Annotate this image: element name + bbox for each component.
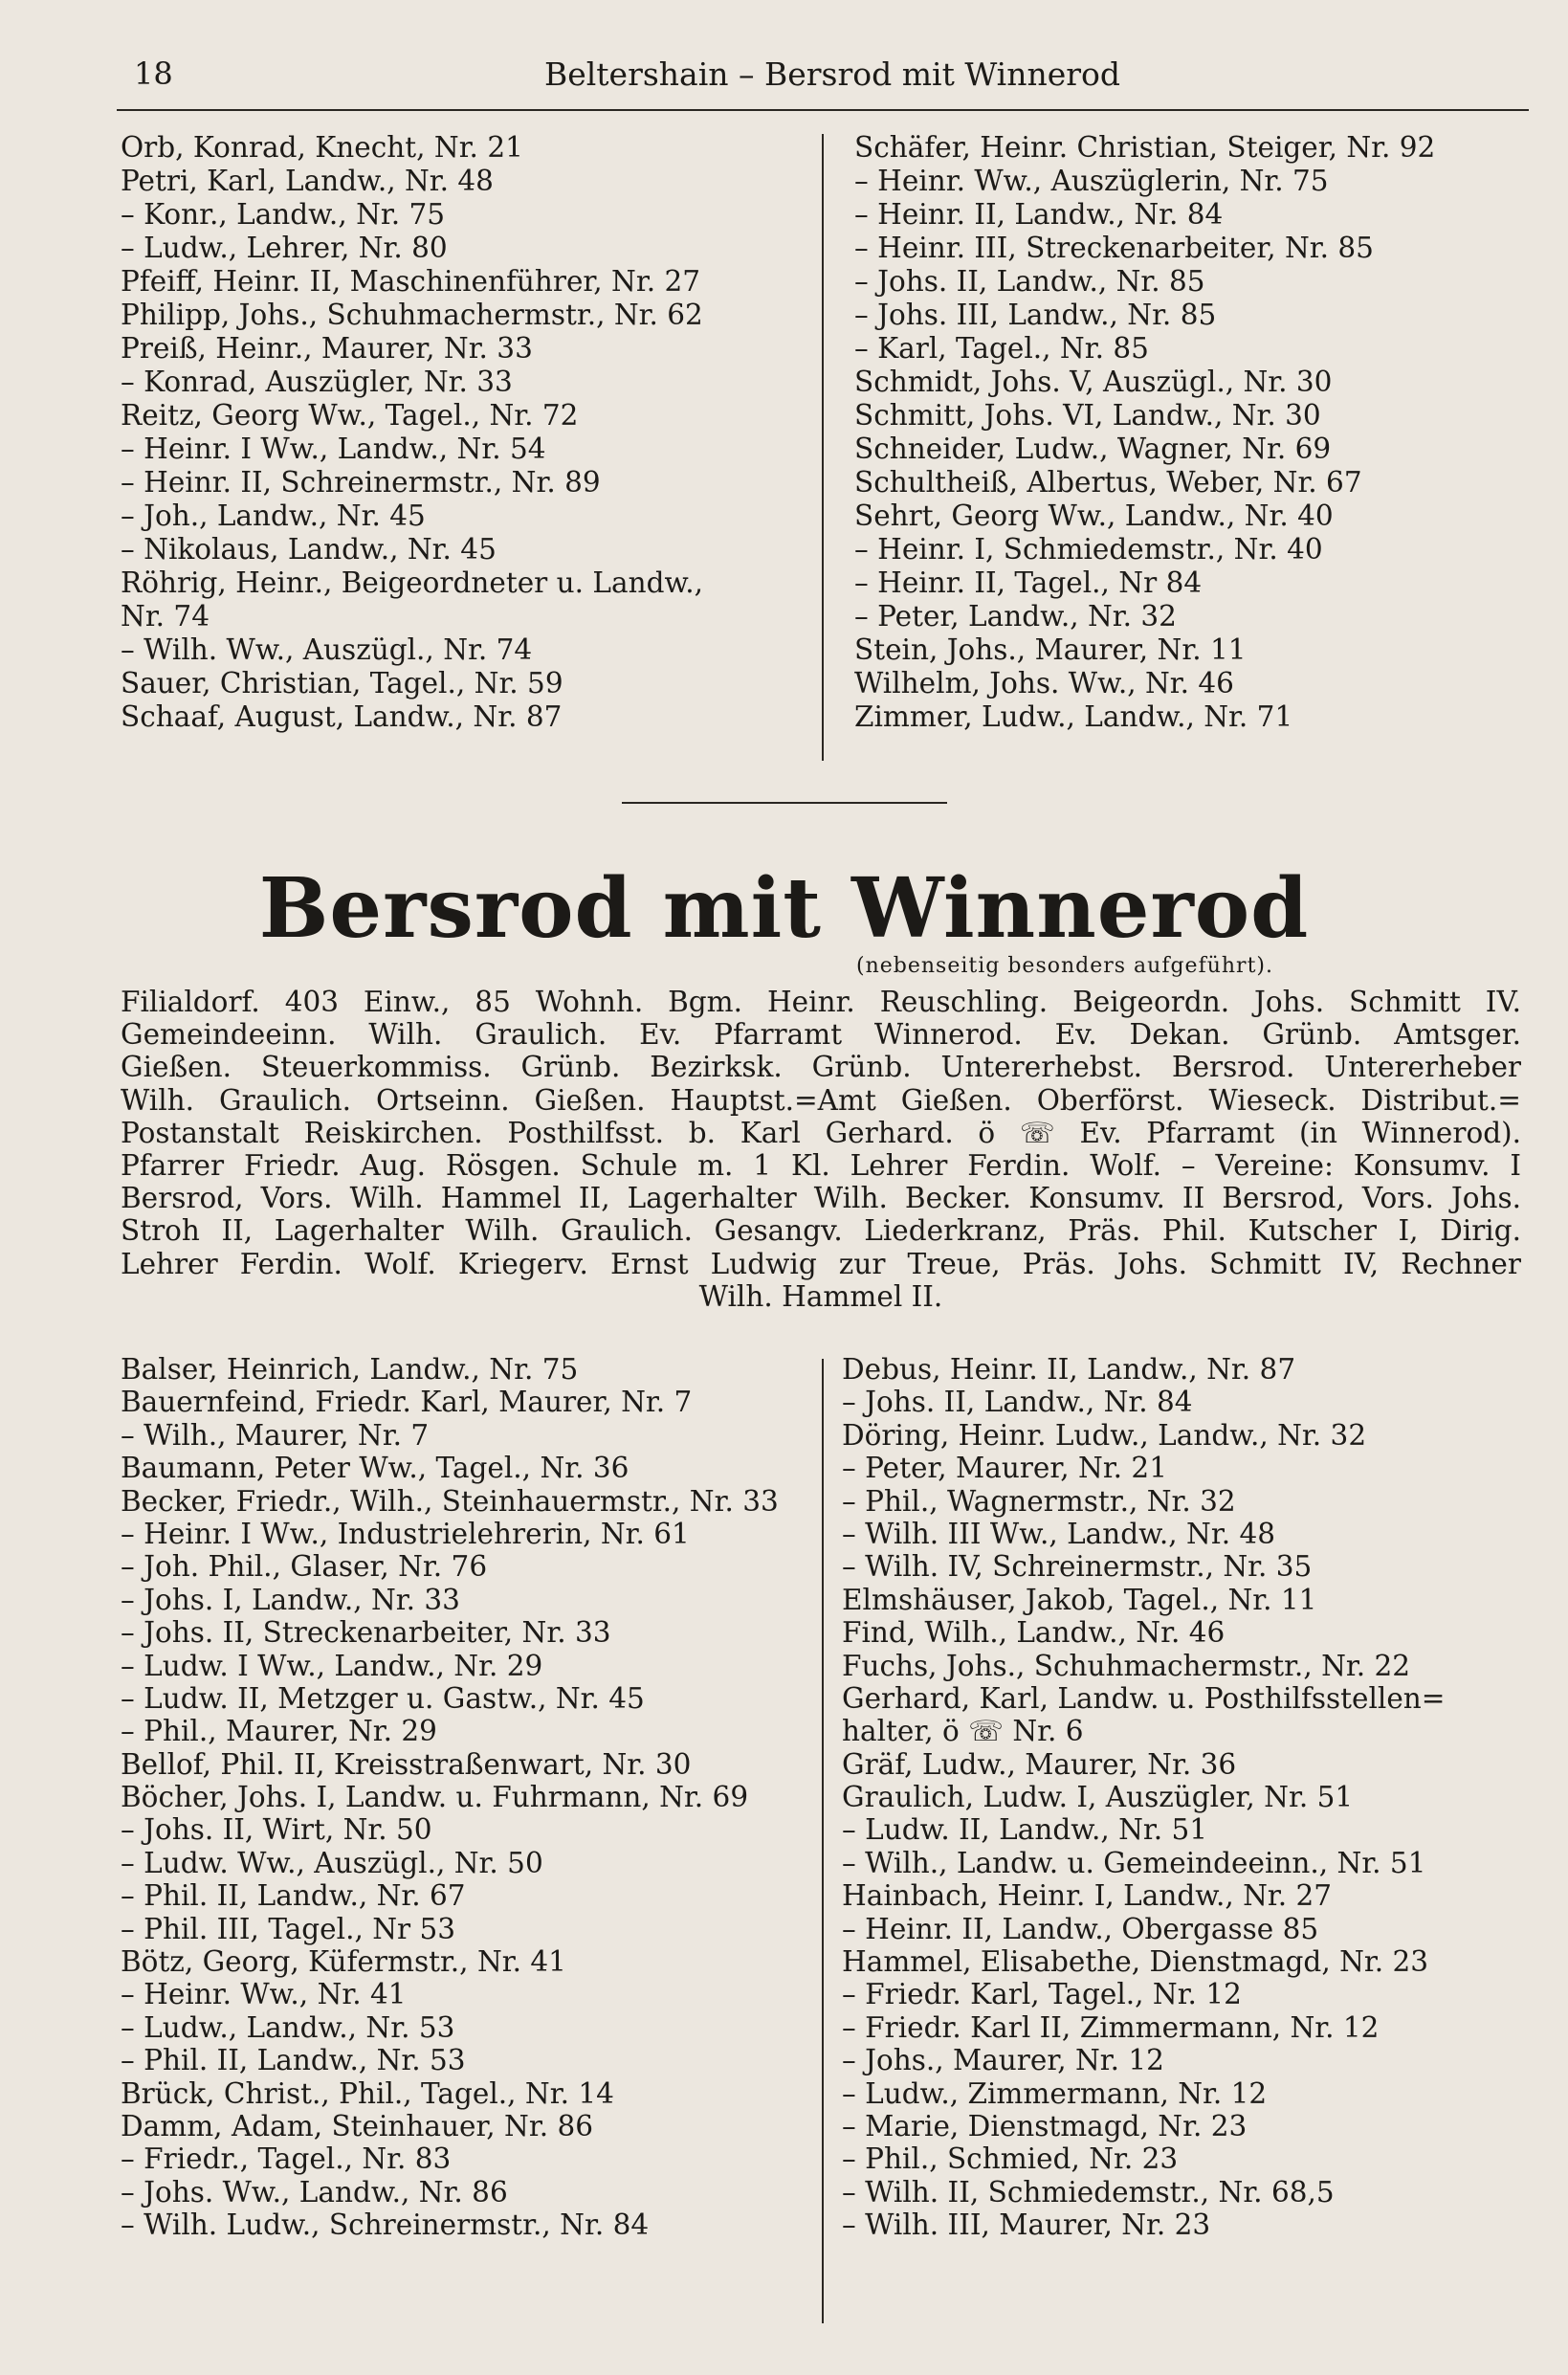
resident-entry: – Phil., Wagnermstr., Nr. 32 xyxy=(842,1484,1236,1518)
resident-entry: – Joh., Landw., Nr. 45 xyxy=(121,499,426,532)
resident-entry: Sauer, Christian, Tagel., Nr. 59 xyxy=(121,667,563,699)
resident-entry: – Karl, Tagel., Nr. 85 xyxy=(854,332,1149,365)
resident-entry: Schultheiß, Albertus, Weber, Nr. 67 xyxy=(854,466,1362,499)
resident-entry: Baumann, Peter Ww., Tagel., Nr. 36 xyxy=(121,1452,629,1485)
resident-entry: Debus, Heinr. II, Landw., Nr. 87 xyxy=(842,1353,1296,1386)
resident-entry: – Friedr., Tagel., Nr. 83 xyxy=(121,2142,452,2176)
resident-entry: – Ludw., Landw., Nr. 53 xyxy=(121,2010,455,2044)
resident-entry: – Ludw. Ww., Auszügl., Nr. 50 xyxy=(121,1846,543,1879)
resident-entry: Röhrig, Heinr., Beigeordneter u. Landw., xyxy=(121,566,703,599)
resident-entry: Hammel, Elisabethe, Dienstmagd, Nr. 23 xyxy=(842,1945,1429,1979)
resident-entry: – Heinr. II, Schreinermstr., Nr. 89 xyxy=(121,466,601,499)
resident-entry: – Konrad, Auszügler, Nr. 33 xyxy=(121,366,513,398)
resident-entry: Böcher, Johs. I, Landw. u. Fuhrmann, Nr. 69 xyxy=(121,1781,749,1814)
beltershain-left-column xyxy=(121,131,809,734)
resident-entry: Schäfer, Heinr. Christian, Steiger, Nr. 92 xyxy=(854,131,1436,164)
resident-entry: Wilhelm, Johs. Ww., Nr. 46 xyxy=(854,667,1234,699)
section-separator xyxy=(622,802,947,804)
resident-entry: – Heinr. II, Landw., Nr. 84 xyxy=(854,198,1224,231)
resident-entry: – Johs. I, Landw., Nr. 33 xyxy=(121,1583,460,1616)
resident-entry: – Johs. II, Landw., Nr. 85 xyxy=(854,265,1205,298)
resident-entry: – Heinr. I Ww., Industrielehrerin, Nr. 61 xyxy=(121,1517,690,1550)
intro-line: Lehrer Ferdin. Wolf. Kriegerv. Ernst Ludwig zur Treue, Präs. Johs. Schmitt IV, Rechner xyxy=(121,1247,1521,1280)
resident-entry: – Wilh. III Ww., Landw., Nr. 48 xyxy=(842,1517,1276,1550)
intro-line: Bersrod, Vors. Wilh. Hammel II, Lagerhalter Wilh. Becker. Konsumv. II Bersrod, Vors. Johs. xyxy=(121,1182,1521,1215)
resident-entry: – Ludw. I Ww., Landw., Nr. 29 xyxy=(121,1649,543,1682)
beltershain-right-column xyxy=(854,131,1543,734)
intro-line: Wilh. Graulich. Ortseinn. Gießen. Hauptst.=Amt Gießen. Oberförst. Wieseck. Distribut.= xyxy=(121,1083,1521,1117)
resident-entry: Find, Wilh., Landw., Nr. 46 xyxy=(842,1616,1226,1650)
resident-entry: – Wilh. III, Maurer, Nr. 23 xyxy=(842,2209,1211,2242)
resident-entry: – Ludw. II, Metzger u. Gastw., Nr. 45 xyxy=(121,1681,645,1715)
resident-entry: – Phil. II, Landw., Nr. 67 xyxy=(121,1879,466,1913)
resident-entry: halter, ö ☏ Nr. 6 xyxy=(842,1715,1084,1748)
intro-line: Gießen. Steuerkommiss. Grünb. Bezirksk. Grünb. Untererhebst. Bersrod. Untererheber xyxy=(121,1051,1521,1084)
bersrod-right-column xyxy=(842,1353,1540,2242)
resident-entry: Gräf, Ludw., Maurer, Nr. 36 xyxy=(842,1747,1237,1781)
resident-entry: – Phil., Schmied, Nr. 23 xyxy=(842,2142,1179,2176)
resident-entry: Schmitt, Johs. VI, Landw., Nr. 30 xyxy=(854,399,1321,432)
resident-entry: – Heinr. Ww., Auszüglerin, Nr. 75 xyxy=(854,165,1329,197)
resident-entry: Preiß, Heinr., Maurer, Nr. 33 xyxy=(121,332,533,365)
resident-entry: Schmidt, Johs. V, Auszügl., Nr. 30 xyxy=(854,366,1333,398)
resident-entry: – Johs. II, Streckenarbeiter, Nr. 33 xyxy=(121,1616,611,1650)
resident-entry: – Joh. Phil., Glaser, Nr. 76 xyxy=(121,1550,488,1584)
resident-entry: Balser, Heinrich, Landw., Nr. 75 xyxy=(121,1353,579,1386)
intro-line: Pfarrer Friedr. Aug. Rösgen. Schule m. 1 Kl. Lehrer Ferdin. Wolf. – Vereine: Konsumv. I xyxy=(121,1148,1521,1182)
resident-entry: – Johs. III, Landw., Nr. 85 xyxy=(854,299,1217,331)
resident-entry: Graulich, Ludw. I, Auszügler, Nr. 51 xyxy=(842,1781,1354,1814)
bottom-column-divider xyxy=(822,1359,824,2323)
resident-entry: – Phil. II, Landw., Nr. 53 xyxy=(121,2044,466,2077)
resident-entry: Reitz, Georg Ww., Tagel., Nr. 72 xyxy=(121,399,579,432)
section-intro xyxy=(121,986,1521,1313)
resident-entry: – Johs. Ww., Landw., Nr. 86 xyxy=(121,2175,508,2209)
resident-entry: – Nikolaus, Landw., Nr. 45 xyxy=(121,533,497,566)
resident-entry: Elmshäuser, Jakob, Tagel., Nr. 11 xyxy=(842,1583,1317,1616)
resident-entry: Philipp, Johs., Schuhmachermstr., Nr. 62 xyxy=(121,299,703,331)
resident-entry: – Peter, Landw., Nr. 32 xyxy=(854,600,1177,633)
resident-entry: – Wilh. IV, Schreinermstr., Nr. 35 xyxy=(842,1550,1313,1584)
section-note: (nebenseitig besonders aufgeführt). xyxy=(856,954,1273,978)
resident-entry: Zimmer, Ludw., Landw., Nr. 71 xyxy=(854,700,1293,733)
resident-entry: – Konr., Landw., Nr. 75 xyxy=(121,198,446,231)
resident-entry: – Johs. II, Landw., Nr. 84 xyxy=(842,1386,1193,1419)
resident-entry: – Friedr. Karl II, Zimmermann, Nr. 12 xyxy=(842,2010,1380,2044)
resident-entry: Becker, Friedr., Wilh., Steinhauermstr., Nr. 33 xyxy=(121,1484,779,1518)
resident-entry: – Ludw., Zimmermann, Nr. 12 xyxy=(842,2076,1268,2110)
resident-entry: Sehrt, Georg Ww., Landw., Nr. 40 xyxy=(854,499,1334,532)
resident-entry: – Ludw., Lehrer, Nr. 80 xyxy=(121,232,448,264)
resident-entry: – Heinr. III, Streckenarbeiter, Nr. 85 xyxy=(854,232,1374,264)
resident-entry: – Johs. II, Wirt, Nr. 50 xyxy=(121,1813,432,1847)
resident-entry: – Wilh. Ww., Auszügl., Nr. 74 xyxy=(121,633,533,666)
resident-entry: Döring, Heinr. Ludw., Landw., Nr. 32 xyxy=(842,1418,1367,1452)
top-column-divider xyxy=(822,134,824,761)
resident-entry: – Phil., Maurer, Nr. 29 xyxy=(121,1715,437,1748)
intro-line: Postanstalt Reiskirchen. Posthilfsst. b. Karl Gerhard. ö ☏ Ev. Pfarramt (in Winnerod). xyxy=(121,1116,1521,1149)
resident-entry: – Heinr. Ww., Nr. 41 xyxy=(121,1978,407,2011)
resident-entry: Bötz, Georg, Küfermstr., Nr. 41 xyxy=(121,1945,566,1979)
resident-entry: – Wilh., Landw. u. Gemeindeeinn., Nr. 51 xyxy=(842,1846,1426,1879)
resident-entry: Damm, Adam, Steinhauer, Nr. 86 xyxy=(121,2109,594,2142)
resident-entry: – Heinr. I, Schmiedemstr., Nr. 40 xyxy=(854,533,1323,566)
resident-entry: – Wilh., Maurer, Nr. 7 xyxy=(121,1418,430,1452)
intro-line: Filialdorf. 403 Einw., 85 Wohnh. Bgm. Heinr. Reuschling. Beigeordn. Johs. Schmitt IV. xyxy=(121,986,1521,1018)
resident-entry: Nr. 74 xyxy=(121,600,210,633)
resident-entry: Fuchs, Johs., Schuhmachermstr., Nr. 22 xyxy=(842,1649,1411,1682)
resident-entry: – Wilh. Ludw., Schreinermstr., Nr. 84 xyxy=(121,2209,650,2242)
bersrod-left-column xyxy=(121,1353,819,2242)
resident-entry: – Heinr. I Ww., Landw., Nr. 54 xyxy=(121,433,546,465)
resident-entry: – Ludw. II, Landw., Nr. 51 xyxy=(842,1813,1208,1847)
resident-entry: Hainbach, Heinr. I, Landw., Nr. 27 xyxy=(842,1879,1333,1913)
header-rule xyxy=(117,109,1529,111)
resident-entry: Petri, Karl, Landw., Nr. 48 xyxy=(121,165,494,197)
running-title: Beltershain – Bersrod mit Winnerod xyxy=(543,55,1121,93)
resident-entry: – Marie, Dienstmagd, Nr. 23 xyxy=(842,2109,1248,2142)
resident-entry: – Friedr. Karl, Tagel., Nr. 12 xyxy=(842,1978,1242,2011)
page-number: 18 xyxy=(134,55,173,92)
resident-entry: Schaaf, August, Landw., Nr. 87 xyxy=(121,700,563,733)
resident-entry: Stein, Johs., Maurer, Nr. 11 xyxy=(854,633,1247,666)
resident-entry: – Heinr. II, Tagel., Nr 84 xyxy=(854,566,1203,599)
section-title: Bersrod mit Winnerod xyxy=(258,860,1310,957)
resident-entry: Schneider, Ludw., Wagner, Nr. 69 xyxy=(854,433,1332,465)
resident-entry: – Heinr. II, Landw., Obergasse 85 xyxy=(842,1912,1319,1945)
intro-line: Wilh. Hammel II. xyxy=(698,1279,943,1313)
resident-entry: – Johs., Maurer, Nr. 12 xyxy=(842,2044,1164,2077)
resident-entry: – Wilh. II, Schmiedemstr., Nr. 68,5 xyxy=(842,2175,1335,2209)
intro-line: Stroh II, Lagerhalter Wilh. Graulich. Gesangv. Liederkranz, Präs. Phil. Kutscher I, Dirig. xyxy=(121,1214,1521,1248)
resident-entry: Brück, Christ., Phil., Tagel., Nr. 14 xyxy=(121,2076,614,2110)
resident-entry: Bauernfeind, Friedr. Karl, Maurer, Nr. 7 xyxy=(121,1386,693,1419)
resident-entry: Orb, Konrad, Knecht, Nr. 21 xyxy=(121,131,523,164)
resident-entry: Bellof, Phil. II, Kreisstraßenwart, Nr. 30 xyxy=(121,1747,692,1781)
resident-entry: – Peter, Maurer, Nr. 21 xyxy=(842,1452,1167,1485)
resident-entry: Pfeiff, Heinr. II, Maschinenführer, Nr. 27 xyxy=(121,265,701,298)
intro-line: Gemeindeeinn. Wilh. Graulich. Ev. Pfarramt Winnerod. Ev. Dekan. Grünb. Amtsger. xyxy=(121,1018,1521,1052)
resident-entry: Gerhard, Karl, Landw. u. Posthilfsstellen= xyxy=(842,1681,1446,1715)
resident-entry: – Phil. III, Tagel., Nr 53 xyxy=(121,1912,456,1945)
page-header xyxy=(134,55,1531,100)
